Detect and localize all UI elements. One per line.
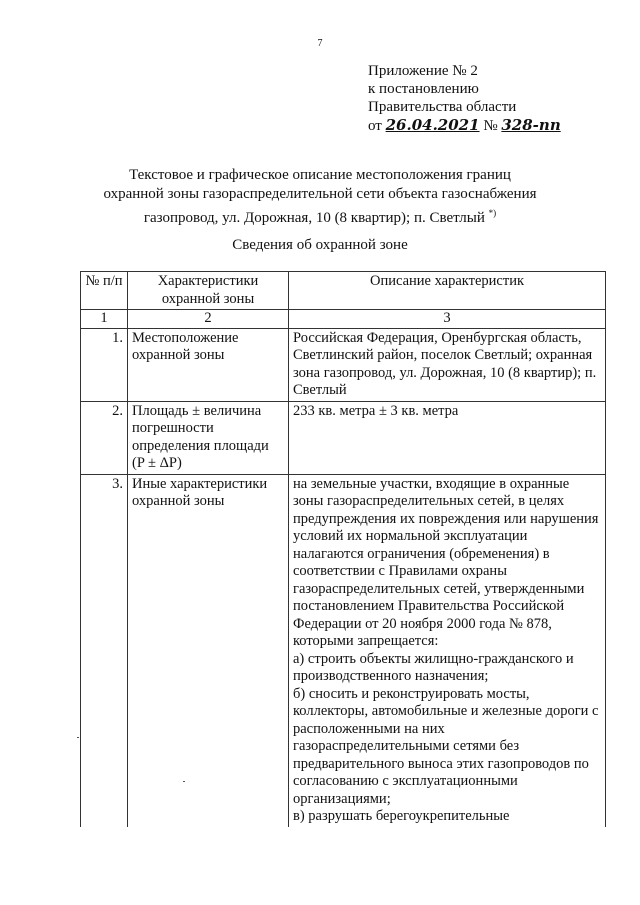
date-prefix: от (368, 118, 382, 134)
row-description (289, 474, 606, 827)
row-number: 2. (81, 401, 128, 474)
appendix-block (368, 62, 561, 135)
row-description-intro: на земельные участки, входящие в охранные зоны газораспределительных сетей, в целях предупреждения их повреждения или нарушения условий их нормальной эксплуатации налагаются ограничения (обременения) в соответствии с Правилами охраны газораспределительных сетей, утвержденными постановлением Правительства Российской Федерации от 20 ноября 2000 года № 878, которыми запрещается: (293, 475, 599, 649)
title-line-2: охранной зоны газораспределительной сети объекта газоснабжения (103, 186, 537, 202)
column-number-3: 3 (289, 310, 606, 329)
table-row (81, 474, 606, 827)
title-line-3 (0, 204, 640, 228)
header-number: № п/п (81, 272, 128, 310)
document-title (0, 166, 640, 228)
row-description: Российская Федерация, Оренбургская область, Светлинский район, поселок Светлый; охранная зона газопровод, ул. Дорожная, 10 (8 квартир); п. Светлый (289, 328, 606, 401)
row-characteristic: Площадь ± величина погрешности определения площади (P ± ΔP) (128, 401, 289, 474)
column-number-2: 2 (128, 310, 289, 329)
header-characteristic: Характеристики охранной зоны (128, 272, 289, 310)
row-number: 1. (81, 328, 128, 401)
restriction-item-a: а) строить объекты жилищно-гражданского и производственного назначения; (293, 650, 574, 684)
title-line-3-text: газопровод, ул. Дорожная, 10 (8 квартир); п. Светлый (143, 210, 485, 226)
table-row (81, 328, 606, 401)
restriction-item-c: в) разрушать берегоукрепительные (293, 808, 510, 824)
number-sign: № (483, 118, 498, 134)
protection-zone-table (80, 271, 606, 827)
row-number: 3. (81, 474, 128, 827)
section-subtitle: Сведения об охранной зоне (232, 237, 408, 253)
handwritten-number: 328-пп (501, 116, 561, 134)
header-description: Описание характеристик (289, 272, 606, 310)
appendix-line-1: Приложение № 2 (368, 63, 478, 79)
row-characteristic: Местоположение охранной зоны (128, 328, 289, 401)
row-description: 233 кв. метра ± 3 кв. метра (289, 401, 606, 474)
row-characteristic: Иные характеристики охранной зоны (128, 474, 289, 827)
appendix-line-2: к постановлению (368, 81, 479, 97)
scan-speck (183, 781, 185, 782)
title-line-1: Текстовое и графическое описание местоположения границ (129, 167, 511, 183)
table-header-row (81, 272, 606, 310)
column-numbers-row (81, 310, 606, 329)
page-number: 7 (317, 38, 323, 49)
handwritten-date: 26.04.2021 (385, 116, 480, 134)
footnote-mark: *) (488, 208, 497, 218)
restriction-item-b: б) сносить и реконструировать мосты, коллекторы, автомобильные и железные дороги с расположенными на них газораспределительными сетями без предварительного выноса этих газопроводов по согласованию с эксплуатационными организациями; (293, 685, 599, 807)
scan-speck (77, 737, 79, 738)
appendix-date-line (368, 116, 561, 135)
column-number-1: 1 (81, 310, 128, 329)
table-row (81, 401, 606, 474)
appendix-line-3: Правительства области (368, 99, 517, 115)
